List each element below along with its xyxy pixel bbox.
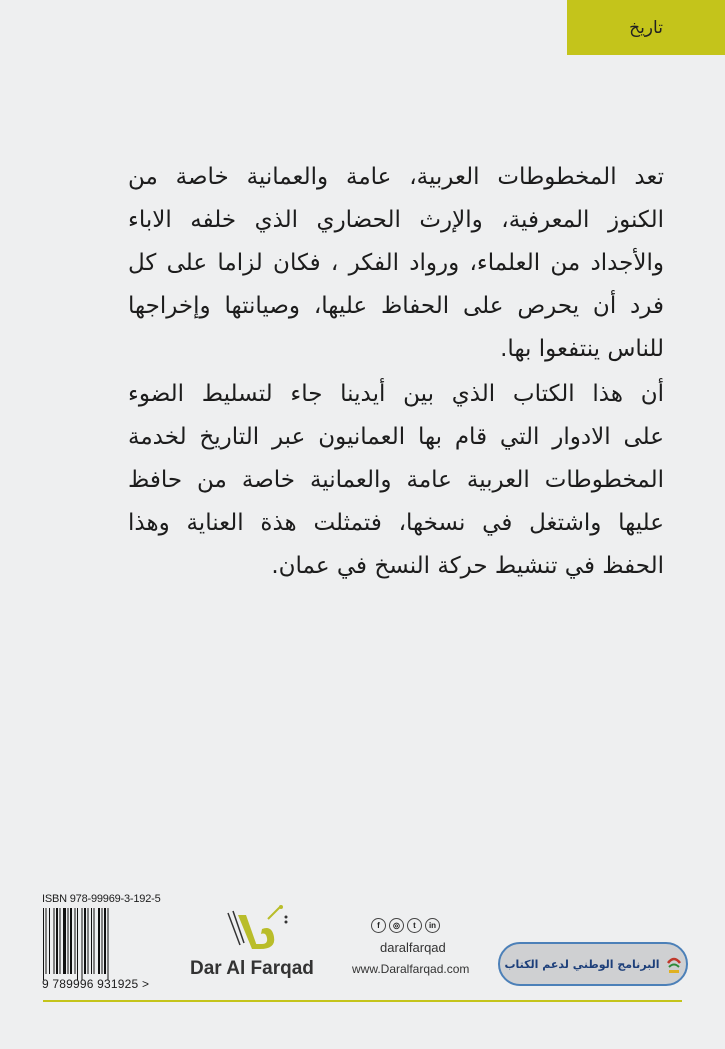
website[interactable]: www.Daralfarqad.com [352, 962, 470, 976]
text-line: للناس ينتفعوا بها. [500, 336, 664, 362]
facebook-icon[interactable]: f [371, 918, 386, 933]
social-icons [371, 918, 440, 933]
barcode-bar [94, 908, 95, 974]
barcode-bar [60, 908, 61, 974]
barcode-bar [56, 908, 58, 974]
barcode-bar [43, 908, 44, 980]
barcode-bar [102, 908, 103, 974]
barcode-bar [49, 908, 50, 974]
text-line: تعد المخطوطات العربية، عامة والعمانية خاصة من [128, 164, 664, 190]
text-line: الكنوز المعرفية، والإرث الحضاري الذي خلفه الاباء [128, 207, 664, 233]
instagram-icon[interactable]: ◎ [389, 918, 404, 933]
barcode-bar [104, 908, 106, 974]
text-line: والأجداد من العلماء، ورواد الفكر ، فكان لزاما على كل [128, 250, 664, 276]
social-handle: daralfarqad [380, 940, 446, 955]
barcode-bar [54, 908, 55, 974]
barcode-bar [77, 908, 78, 980]
barcode-number: 9 789996 931925 > [42, 977, 150, 991]
paragraph-1 [128, 156, 664, 371]
text-line: أن هذا الكتاب الذي بين أيدينا جاء لتسليط الضوء [128, 381, 664, 407]
national-program-badge [498, 942, 688, 986]
text-line: على الادوار التي قام بها العمانيون عبر التاريخ لخدمة [128, 424, 664, 450]
barcode-bar [91, 908, 92, 974]
isbn: ISBN 978-99969-3-192-5 [42, 893, 161, 905]
barcode-bar [84, 908, 86, 974]
program-label: البرنامج الوطني لدعم الكتاب [504, 957, 660, 971]
divider-line [43, 1000, 682, 1002]
barcode-bar [63, 908, 66, 974]
barcode-bar [88, 908, 89, 974]
text-line: عليها واشتغل في نسخها، فتمثلت هذة العناية وهذا [128, 510, 664, 536]
linkedin-icon[interactable]: in [425, 918, 440, 933]
category-label: تاريخ [629, 17, 663, 38]
blurb [128, 156, 664, 588]
barcode-bar [75, 908, 76, 974]
barcode [43, 908, 117, 980]
barcode-bar [70, 908, 72, 974]
text-line: المخطوطات العربية عامة والعمانية خاصة من حافظ [128, 467, 664, 493]
barcode-bar [108, 908, 109, 980]
text-line: الحفظ في تنشيط حركة النسخ في عمان. [271, 553, 664, 579]
publisher-name: Dar Al Farqad [190, 958, 314, 979]
publisher-logo [218, 905, 298, 955]
barcode-bar [68, 908, 69, 974]
barcode-bar [98, 908, 100, 974]
paragraph-2 [128, 373, 664, 588]
text-line: فرد أن يحرص على الحفاظ عليها، وصيانتها وإخراجها [128, 293, 664, 319]
program-logo-icon [666, 953, 682, 975]
twitter-icon[interactable]: t [407, 918, 422, 933]
barcode-bar [46, 908, 47, 974]
barcode-bar [82, 908, 83, 980]
category-tag [567, 0, 725, 55]
